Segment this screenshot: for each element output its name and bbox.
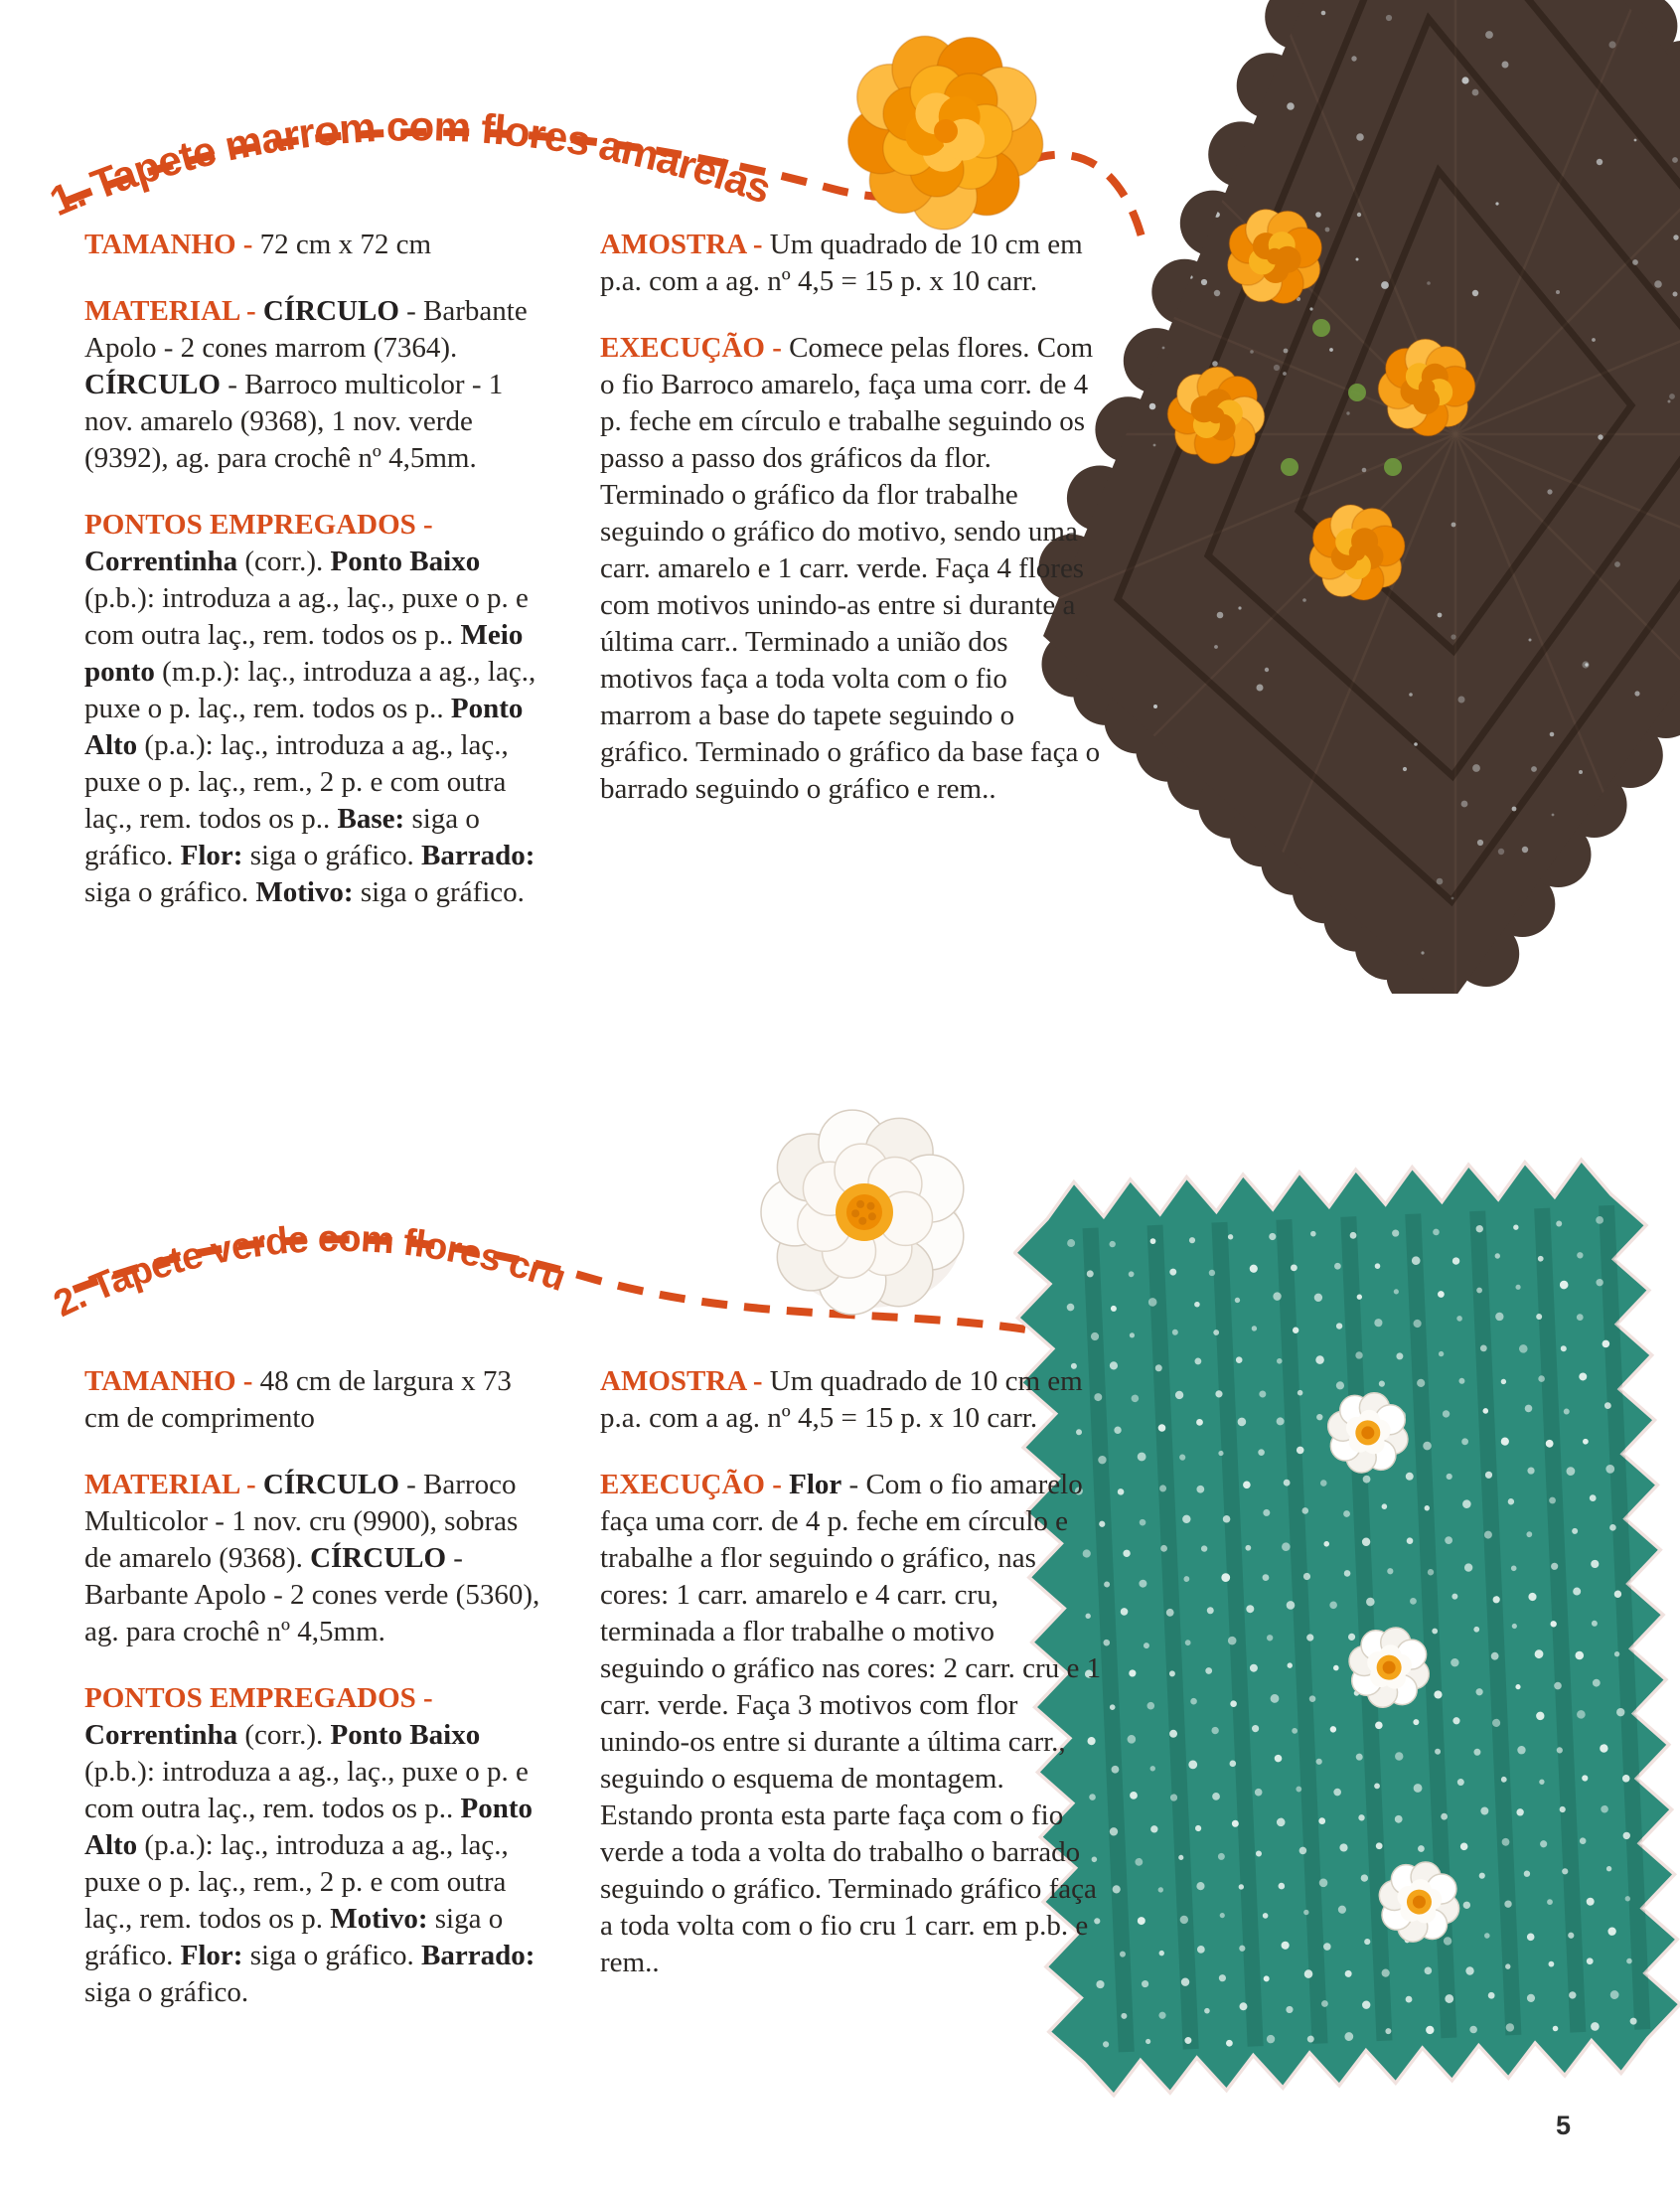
pattern1-execucao: EXECUÇÃO - Comece pelas flores. Com o fio Barroco amarelo, faça uma corr. de 4 p. feche em círculo e trabalhe seguindo os passo a passo dos gráficos da flor. Terminado o gráfico da flor trabalhe seguindo o gráfico do motivo, sendo uma carr. amarelo e 1 carr. verde. Faça 4 flores com motivos unindo-as entre si durante a última carr.. Terminado a união dos motivos faça a toda volta com o fio marrom a base do tapete seguindo o gráfico. Terminado o gráfico da base faça o barrado seguindo o gráfico e rem..: [600, 332, 1101, 805]
brown-rug-photo: [1023, 0, 1680, 994]
pattern2-right-column: [600, 1363, 1102, 2011]
yellow-flower-photo: [840, 20, 1053, 243]
pattern2-title: 2. Tapete verde com flores cru: [47, 1217, 570, 1327]
pattern2-tamanho: TAMANHO - 48 cm de largura x 73 cm de comprimento: [84, 1365, 512, 1434]
pattern2-amostra: AMOSTRA - Um quadrado de 10 cm em p.a. com a ag. nº 4,5 = 15 p. x 10 carr.: [600, 1365, 1083, 1434]
page-number: 5: [1556, 2111, 1572, 2140]
pattern2-material: MATERIAL - CÍRCULO - Barroco Multicolor - 1 nov. cru (9900), sobras de amarelo (9368). CÍRCULO - Barbante Apolo - 2 cones verde (5360), ag. para crochê nº 4,5mm.: [84, 1469, 540, 1647]
pattern1-right-column: [600, 227, 1102, 838]
pattern1-amostra: AMOSTRA - Um quadrado de 10 cm em p.a. com a ag. nº 4,5 = 15 p. x 10 carr.: [600, 229, 1083, 297]
green-rug-photo: [1013, 1123, 1680, 2126]
pattern1-pontos-empregados: PONTOS EMPREGADOS - Correntinha (corr.). Ponto Baixo (p.b.): introduza a ag., laç., puxe o p. e com outra laç., rem. todos os p.. Meio ponto (m.p.): laç., introduza a ag., laç., puxe o p. laç., rem. todos os p.. Ponto Alto (p.a.): laç., introduza a ag., laç., puxe o p. laç., rem., 2 p. e com outra laç., rem. todos os p.. Base: siga o gráfico. Flor: siga o gráfico. Barrado: siga o gráfico. Motivo: siga o gráfico.: [84, 509, 536, 908]
pattern1-tamanho: TAMANHO - 72 cm x 72 cm: [84, 229, 432, 260]
white-flower-photo: [751, 1099, 980, 1328]
pattern1-left-column: [84, 227, 551, 941]
pattern2-execucao: EXECUÇÃO - Flor - Com o fio amarelo faça uma corr. de 4 p. feche em círculo e trabalhe a flor seguindo o gráfico, nas cores: 1 carr. amarelo e 4 carr. cru, terminada a flor trabalhe o motivo seguindo o gráfico nas cores: 2 carr. cru e 1 carr. verde. Faça 3 motivos com flor unindo-os entre si durante a última carr., seguindo o esquema de montagem. Estando pronta esta parte faça com o fio verde a toda a volta do trabalho o barrado seguindo o gráfico. Terminado gráfico faça a toda volta com o fio cru 1 carr. em p.b. e rem..: [600, 1469, 1102, 1978]
pattern2-pontos-empregados: PONTOS EMPREGADOS - Correntinha (corr.). Ponto Baixo (p.b.): introduza a ag., laç., puxe o p. e com outra laç., rem. todos os p.. Ponto Alto (p.a.): laç., introduza a ag., laç., puxe o p. laç., rem., 2 p. e com outra laç., rem. todos os p. Motivo: siga o gráfico. Flor: siga o gráfico. Barrado: siga o gráfico.: [84, 1682, 535, 2008]
pattern1-material: MATERIAL - CÍRCULO - Barbante Apolo - 2 cones marrom (7364). CÍRCULO - Barroco multicolor - 1 nov. amarelo (9368), 1 nov. verde (9392), ag. para crochê nº 4,5mm.: [84, 295, 528, 474]
pattern2-left-column: [84, 1363, 551, 2041]
pattern1-title: 1. Tapete marrom com flores amarelas: [43, 102, 777, 226]
